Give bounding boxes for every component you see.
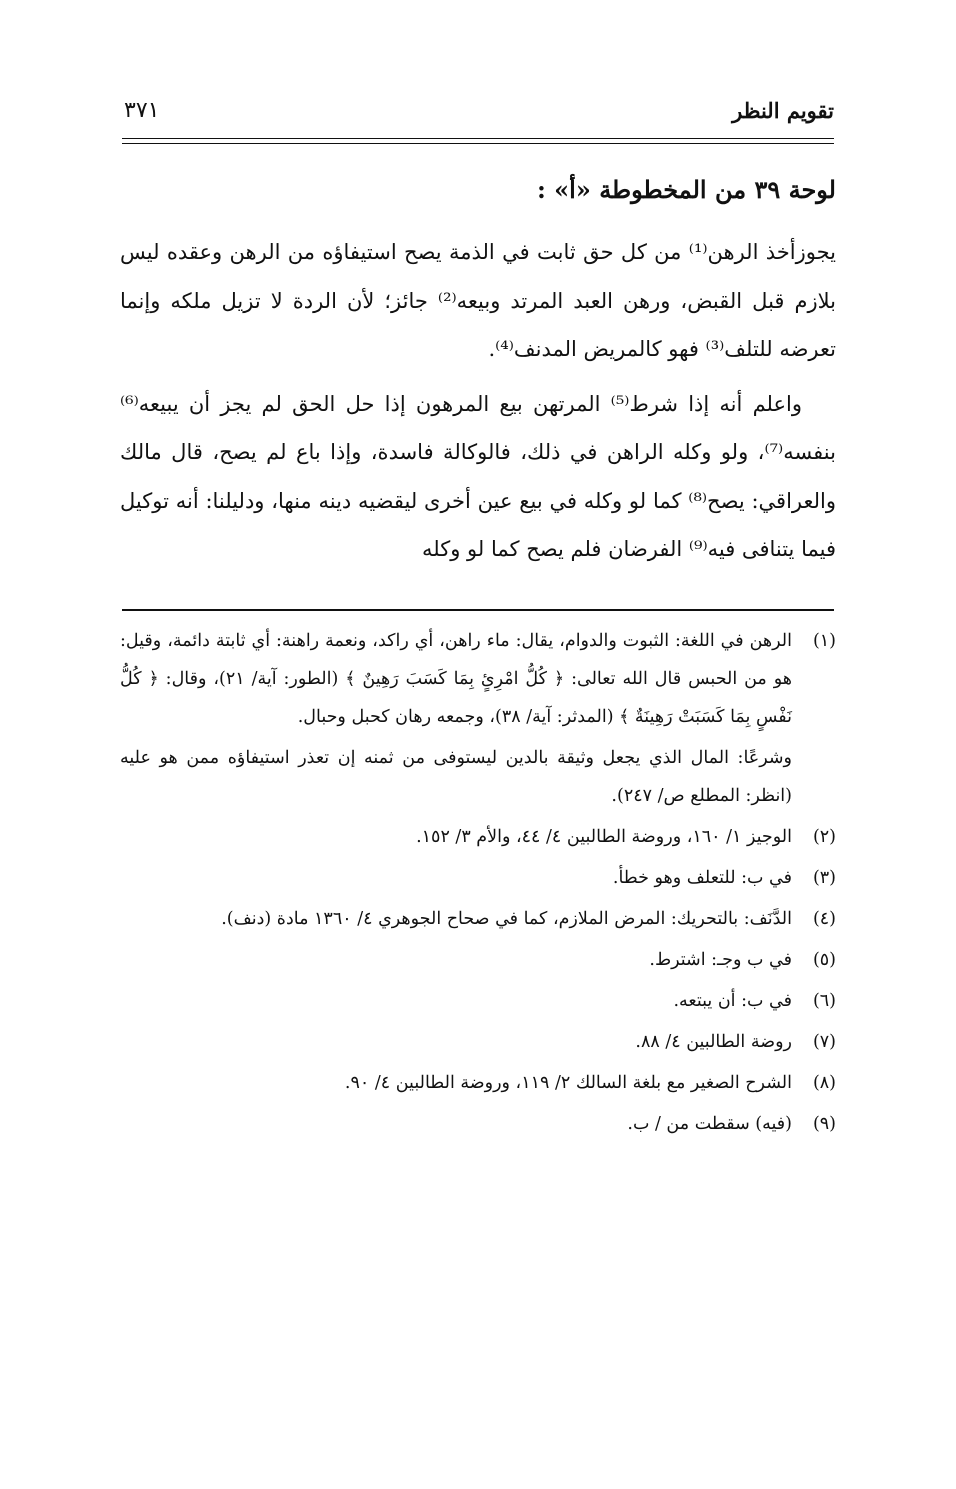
footnote: [120, 1105, 836, 1143]
footnote: [120, 900, 836, 938]
footnote-text: الرهن في اللغة: الثبوت والدوام، يقال: ماء راهن، أي راكد، ونعمة راهنة: أي ثابتة دائمة، وقيل: هو من الحبس قال الله تعالى: ﴿ كُلُّ امْرِئٍ بِمَا كَسَبَ رَهِينٌ ﴾ (الطور: آية/ ٢١)، وقال: ﴿ كُلُّ نَفْسٍ بِمَا كَسَبَتْ رَهِينَةٌ ﴾ (المدثر: آية/ ٣٨)، وجمعه رهان كحبل وحبال.: [120, 631, 793, 727]
footnote: [120, 1023, 836, 1061]
header-rule: [122, 143, 834, 144]
footnote-number: (٣): [812, 868, 836, 888]
page-number: ٣٧١: [124, 98, 160, 123]
footnote-number: (١): [812, 631, 836, 651]
paragraph: يجوزأخذ الرهن⁽¹⁾ من كل حق ثابت في الذمة يصح استيفاؤه من الرهن وعقده ليس بلازم قبل القبض، ورهن العبد المرتد وبيعه⁽²⁾ جائز؛ لأن الردة لا تزيل ملكه وإنما تعرضه للتلف⁽³⁾ فهو كالمريض المدنف⁽⁴⁾.: [120, 240, 836, 361]
footnote: [120, 622, 836, 736]
header-rule: [122, 138, 834, 139]
footnote-text: في ب وجـ: اشترط.: [649, 950, 792, 970]
footnote-text: الشرح الصغير مع بلغة السالك ٢/ ١١٩، وروضة الطالبين ٤/ ٩٠.: [344, 1073, 792, 1093]
footnote: [120, 739, 836, 815]
footnote: [120, 859, 836, 897]
footnote-text: في ب: أن يبتعه.: [673, 991, 792, 1011]
page-header: [120, 96, 834, 136]
section-heading: لوحة ٣٩ من المخطوطة «أ» :: [536, 175, 836, 204]
paragraph: واعلم أنه إذا شرط⁽⁵⁾ المرتهن بيع المرهون إذا حل الحق لم يجز أن يبيعه⁽⁶⁾ بنفسه⁽⁷⁾، ولو وكله الراهن في ذلك، فالوكالة فاسدة، وإذا باع لم يصح، قال مالك والعراقي: يصح⁽⁸⁾ كما لو وكله في بيع عين أخرى ليقضيه دينه منها، ودليلنا: أنه توكيل فيما يتنافى فيه⁽⁹⁾ الفرضان فلم يصح كما لو وكله: [120, 391, 836, 561]
footnote-separator: [122, 609, 834, 611]
footnote-text: الوجيز ١/ ١٦٠، وروضة الطالبين ٤/ ٤٤، والأم ٣/ ١٥٢.: [416, 827, 792, 847]
footnotes: [120, 622, 836, 1146]
footnote-text: روضة الطالبين ٤/ ٨٨.: [635, 1032, 792, 1052]
footnote-number: (٨): [812, 1073, 836, 1093]
footnote-number: (٥): [812, 950, 836, 970]
footnote: [120, 818, 836, 856]
footnote: [120, 982, 836, 1020]
footnote-number: (٢): [812, 827, 836, 847]
footnote-text: وشرعًا: المال الذي يجعل وثيقة بالدين ليستوفى من ثمنه إن تعذر استيفاؤه ممن هو عليه (انظر: المطلع ص/ ٢٤٧).: [120, 748, 792, 806]
footnote-text: (فيه) سقطت من / ب.: [627, 1114, 792, 1134]
footnote-number: (٧): [812, 1032, 836, 1052]
footnote-number: (٩): [812, 1114, 836, 1134]
footnote-text: في ب: للتعلف وهو خطأ.: [612, 868, 792, 888]
running-title: تقويم النظر: [732, 98, 834, 123]
footnote-number: (٤): [812, 909, 836, 929]
footnote-number: (٦): [812, 991, 836, 1011]
footnote-text: الدَّنَف: بالتحريك: المرض الملازم، كما في صحاح الجوهري ٤/ ١٣٦٠ مادة (دنف).: [221, 909, 792, 929]
main-text: [120, 168, 836, 580]
footnote: [120, 1064, 836, 1102]
footnote: [120, 941, 836, 979]
